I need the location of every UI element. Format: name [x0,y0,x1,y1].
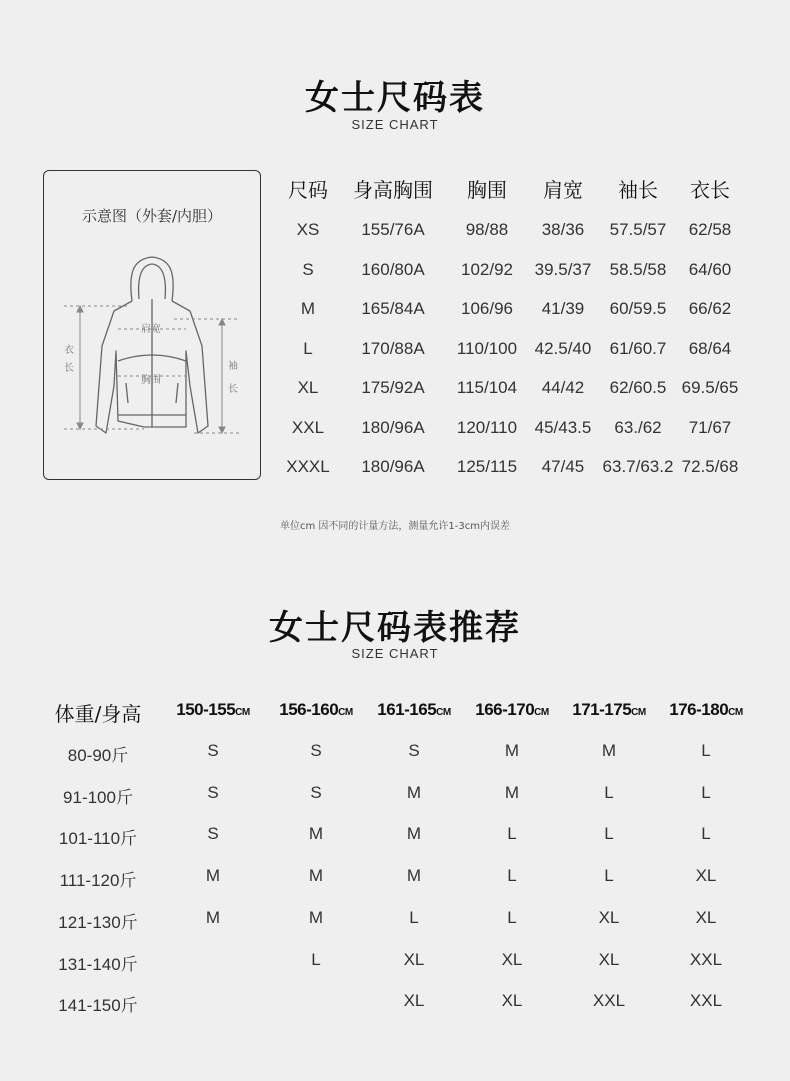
size-chart-cell: 72.5/68 [681,457,739,476]
length-label-1: 衣 [64,345,74,356]
recommended-size-cell: XL [598,949,620,969]
recommended-size-cell: M [406,866,422,886]
recommended-size-cell: M [504,741,520,760]
weight-range-cell: 121-130斤 [58,912,138,932]
height-range-value: 171-175 [572,700,632,719]
recommended-size-cell: L [311,949,321,969]
size-chart-cell: 98/88 [465,220,509,239]
height-range-header [462,700,562,720]
size-chart-cell: 63./62 [614,417,662,437]
size-chart-header: 衣长 [690,178,730,202]
size-chart-cell: 175/92A [361,378,425,397]
size-label-cell: M [300,299,316,318]
size-chart-cell: 61/60.7 [609,338,667,358]
size-chart-cell: 38/36 [541,220,585,239]
recommended-size-cell: S [310,782,322,802]
recommended-size-cell: L [701,824,711,844]
height-range-value: 150-155 [176,700,236,719]
garment-diagram [43,170,261,480]
size-chart-header: 肩宽 [543,178,583,202]
recommended-size-cell: M [601,741,617,760]
size-chart-cell: 170/88A [361,338,425,358]
height-unit: CM [235,707,250,718]
size-chart-cell: 68/64 [688,338,732,358]
sleeve-label-2: 长 [228,384,238,395]
jacket-illustration [44,171,262,481]
recommended-size-cell: XXL [689,991,723,1011]
recommended-size-cell: L [604,866,614,886]
size-label-cell: XXL [291,417,325,437]
height-unit: CM [534,707,549,718]
size-chart-header: 尺码 [288,178,328,202]
size-chart-cell: 180/96A [361,457,425,476]
size-chart-header: 身高胸围 [353,178,433,202]
size-chart-cell: 39.5/37 [534,259,592,279]
size-chart-cell: 42.5/40 [534,338,592,358]
size-chart-cell: 62/58 [688,220,732,239]
recommended-size-cell: XL [598,907,620,927]
height-unit: CM [436,707,451,718]
recommended-size-cell: M [504,782,520,802]
size-chart-cell: 180/96A [361,417,425,437]
recommended-size-cell: M [205,907,221,927]
height-range-header [656,700,756,720]
measurement-note: 单位cm 因不同的计量方法，测量允许1-3cm内误差 [280,521,510,532]
recommended-size-cell: XL [403,991,425,1011]
recommended-size-cell: S [310,741,322,760]
size-label-cell: XL [297,378,319,397]
recommended-size-cell: L [604,782,614,802]
size-label-cell: XXXL [286,457,330,476]
recommended-size-cell: M [406,824,422,844]
size-chart-cell: 115/104 [456,378,518,397]
size-chart-subtitle: SIZE CHART [351,117,439,132]
height-range-header [266,700,366,720]
shoulder-label: 肩宽 [141,324,161,335]
height-range-header [163,700,263,720]
recommended-size-cell: S [408,741,420,760]
size-chart-cell: 125/115 [456,457,518,476]
recommended-size-cell: L [507,824,517,844]
recommended-size-cell: XL [501,991,523,1011]
recommended-size-cell: XXL [689,949,723,969]
recommended-size-cell: L [604,824,614,844]
size-chart-cell: 64/60 [688,259,732,279]
height-range-value: 176-180 [669,700,729,719]
size-chart-cell: 69.5/65 [681,378,739,397]
weight-range-cell: 80-90斤 [67,746,129,765]
size-chart-cell: 71/67 [688,417,732,437]
size-chart-cell: 44/42 [541,378,585,397]
size-chart-cell: 60/59.5 [609,299,667,318]
recommended-size-cell: S [207,824,219,844]
recommended-size-cell: XL [501,949,523,969]
size-chart-cell: 62/60.5 [609,378,667,397]
weight-range-cell: 131-140斤 [58,954,138,974]
size-chart-cell: 120/110 [456,417,518,437]
weight-range-cell: 141-150斤 [58,996,138,1016]
recommended-size-cell: L [507,907,517,927]
height-unit: CM [338,707,353,718]
recommendation-subtitle: SIZE CHART [351,646,439,661]
weight-range-cell: 101-110斤 [58,829,138,849]
recommended-size-cell: M [205,866,221,886]
size-label-cell: L [303,338,313,358]
weight-range-cell: 111-120斤 [59,871,137,891]
size-label-cell: S [302,259,314,279]
size-chart-cell: 63.7/63.2 [602,457,674,476]
length-label-2: 长 [64,363,74,374]
height-range-header [559,700,659,720]
height-unit: CM [631,707,646,718]
sleeve-label-1: 袖 [228,361,238,372]
recommended-size-cell: S [207,741,219,760]
recommended-size-cell: S [207,782,219,802]
recommended-size-cell: M [308,866,324,886]
recommended-size-cell: L [409,907,419,927]
size-chart-cell: 160/80A [361,259,425,279]
size-chart-cell: 58.5/58 [609,259,667,279]
size-chart-header: 袖长 [618,178,658,202]
size-chart-cell: 102/92 [461,259,513,279]
size-chart-cell: 41/39 [541,299,585,318]
recommended-size-cell: XL [403,949,425,969]
chest-label: 胸围 [141,375,161,386]
size-chart-cell: 57.5/57 [609,220,667,239]
size-chart-cell: 106/96 [461,299,513,318]
diagram-caption: 示意图（外套/内胆） [81,207,223,225]
weight-height-corner-header: 体重/身高 [54,702,142,726]
height-range-value: 161-165 [377,700,437,719]
size-chart-header: 胸围 [467,178,507,202]
weight-range-cell: 91-100斤 [63,787,133,807]
size-chart-cell: 47/45 [541,457,585,476]
size-chart-cell: 155/76A [361,220,425,239]
recommended-size-cell: L [701,782,711,802]
size-chart-cell: 110/100 [456,338,518,358]
size-chart-cell: 165/84A [361,299,425,318]
height-range-value: 156-160 [279,700,339,719]
recommended-size-cell: XL [695,866,717,886]
recommended-size-cell: M [308,907,324,927]
recommendation-title: 女士尺码表推荐 [269,608,521,648]
recommended-size-cell: L [701,741,711,760]
recommended-size-cell: M [406,782,422,802]
size-chart-title: 女士尺码表 [305,78,485,118]
recommended-size-cell: L [507,866,517,886]
recommended-size-cell: XL [695,907,717,927]
height-unit: CM [728,707,743,718]
size-chart-cell: 66/62 [688,299,732,318]
height-range-header [364,700,464,720]
size-label-cell: XS [296,220,320,239]
recommended-size-cell: XXL [592,991,626,1011]
size-chart-cell: 45/43.5 [534,417,592,437]
recommended-size-cell: M [308,824,324,844]
height-range-value: 166-170 [475,700,535,719]
